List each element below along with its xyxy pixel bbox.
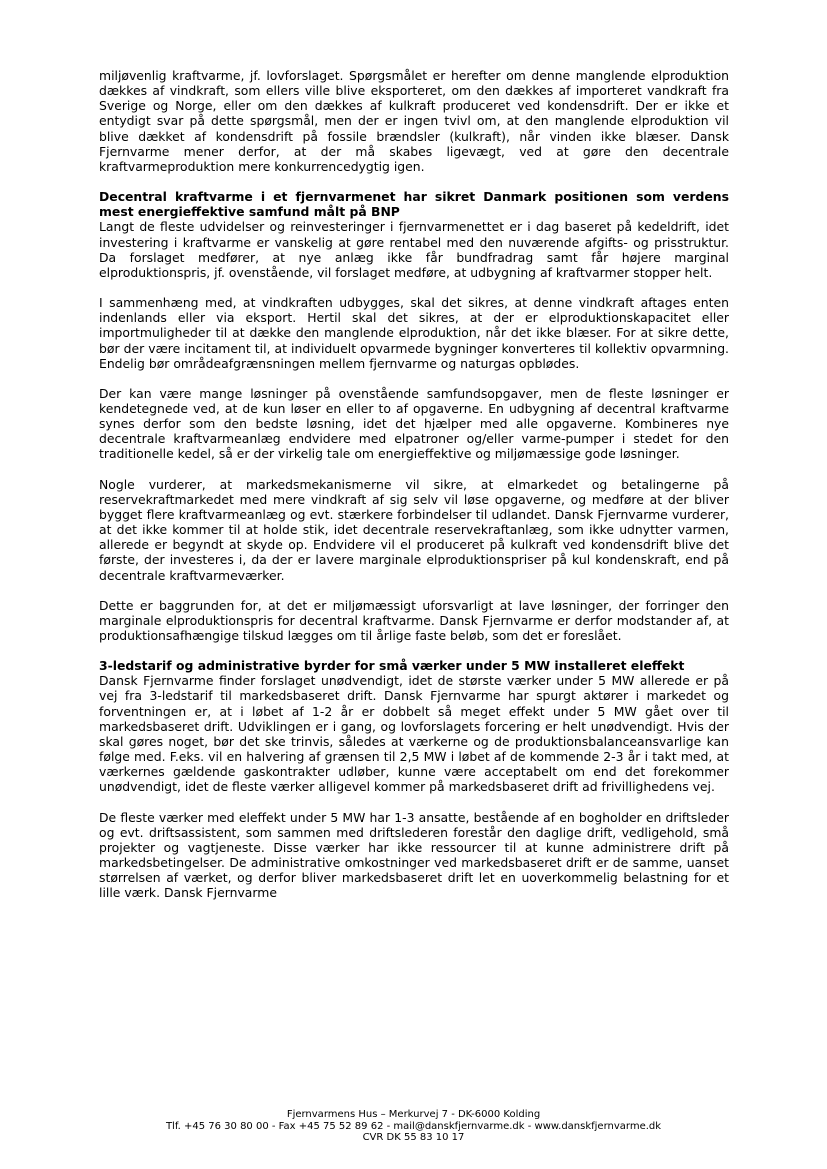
paragraph: Dette er baggrunden for, at det er miljømæssigt uforsvarligt at lave løsninger, der forringer den marginale elproduktionspris for decentral kraftvarme. Dansk Fjernvarme er derfor modstander af, at produktionsafhængige tilskud lægges om til årlige faste beløb, som det er foreslået. [99, 597, 729, 643]
footer-contact: Tlf. +45 76 30 80 00 - Fax +45 75 52 89 62 - mail@danskfjernvarme.dk - www.danskfjernvarme.dk [165, 1120, 662, 1132]
section-heading: 3-ledstarif og administrative byrder for små værker under 5 MW installeret eleffekt [99, 658, 685, 674]
paragraph: De fleste værker med eleffekt under 5 MW har 1-3 ansatte, bestående af en bogholder en driftsleder og evt. driftsassistent, som sammen med driftslederen forestår den daglige drift, vedligehold, små projekter og vagtjeneste. Disse værker har ikke ressourcer til at kunne administrere drift på markedsbetingelser. De administrative omkostninger ved markedsbaseret drift er de samme, uanset størrelsen af værket, og derfor bliver markedsbaseret drift let en uoverkommelig belastning for et lille værk. Dansk Fjernvarme [99, 809, 729, 901]
document-body [99, 68, 729, 901]
paragraph: I sammenhæng med, at vindkraften udbygges, skal det sikres, at denne vindkraft aftages enten indenlands eller via eksport. Hertil skal det sikres, at der er elproduktionskapacitet eller importmuligheder til at dække den manglende elproduktion, når det ikke blæser. For at sikre dette, bør der være incitament til, at individuelt opvarmede bygninger konverteres til kollektiv opvarmning. Endelig bør områdeafgrænsningen mellem fjernvarme og naturgas opblødes. [99, 295, 729, 371]
footer-cvr: CVR DK 55 83 10 17 [362, 1132, 465, 1144]
paragraph: Dansk Fjernvarme finder forslaget unødvendigt, idet de største værker under 5 MW allerede er på vej fra 3-ledstarif til markedsbaseret drift. Dansk Fjernvarme har spurgt aktører i markedet og forventningen er, at i løbet af 1-2 år er dobbelt så meget effekt under 5 MW gået over til markedsbaseret drift. Udviklingen er i gang, og lovforslagets forcering er helt unødvendigt. Hvis der skal gøres noget, bør det ske trinvis, således at værkerne og de produktionsbalanceansvarlige kan følge med. F.eks. vil en halvering af grænsen til 2,5 MW i løbet af de kommende 2-3 år i takt med, at værkernes gældende gaskontrakter udløber, kunne være acceptabelt om end det forekommer unødvendigt, idet de fleste værker alligevel kommer på markedsbaseret drift ad frivillighedens vej. [99, 673, 729, 795]
footer-address: Fjernvarmens Hus – Merkurvej 7 - DK-6000 Kolding [286, 1109, 541, 1120]
paragraph: miljøvenlig kraftvarme, jf. lovforslaget. Spørgsmålet er herefter om denne manglende elproduktion dækkes af vindkraft, som ellers ville blive eksporteret, om den dækkes af importeret vandkraft fra Sverige og Norge, eller om den dækkes af kulkraft produceret ved kondensdrift. Der er ikke et entydigt svar på dette spørgsmål, men der er ingen tvivl om, at den manglende elproduktion vil blive dækket af kondensdrift på fossile brændsler (kulkraft), når vinden ikke blæser. Dansk Fjernvarme mener derfor, at der må skabes ligevægt, ved at gøre den decentrale kraftvarmeproduktion mere konkurrencedygtig igen. [99, 68, 729, 174]
paragraph: Nogle vurderer, at markedsmekanismerne vil sikre, at elmarkedet og betalingerne på reservekraftmarkedet med mere vindkraft af sig selv vil løse opgaverne, og medføre at der bliver bygget flere kraftvarmeanlæg og evt. stærkere forbindelser til udlandet. Dansk Fjernvarme vurderer, at det ikke kommer til at holde stik, idet decentrale reservekraftanlæg, som ikke udnytter varmen, allerede er begyndt at skyde op. Endvidere vil el produceret på kulkraft ved kondensdrift blive det første, der investeres i, da der er lavere marginale elproduktionspriser på kul kondenskraft, end på decentrale kraftvarmeværker. [99, 476, 729, 583]
paragraph: Der kan være mange løsninger på ovenstående samfundsopgaver, men de fleste løsninger er kendetegnede ved, at de kun løser en eller to af opgaverne. En udbygning af decentral kraftvarme synes derfor som den bedste løsning, idet det hjælper med alle opgaverne. Kombineres nye decentrale kraftvarmeanlæg endvidere med elpatroner og/eller varme-pumper i stedet for den traditionelle kedel, så er der virkelig tale om energieffektive og miljømæssige gode løsninger. [99, 385, 729, 462]
paragraph: Langt de fleste udvidelser og reinvesteringer i fjernvarmenettet er i dag baseret på kedeldrift, idet investering i kraftvarme er vanskelig at gøre rentabel med den nuværende afgifts- og prisstruktur. Da forslaget medfører, at nye anlæg ikke får bundfradrag samt får højere marginal elproduktionspris, jf. ovenstående, vil forslaget medføre, at udbygning af kraftvarmer stopper helt. [99, 219, 729, 280]
page-footer [0, 1109, 827, 1144]
section-heading: Decentral kraftvarme i et fjernvarmenet har sikret Danmark positionen som verdens mest energieffektive samfund målt på BNP [99, 189, 729, 220]
